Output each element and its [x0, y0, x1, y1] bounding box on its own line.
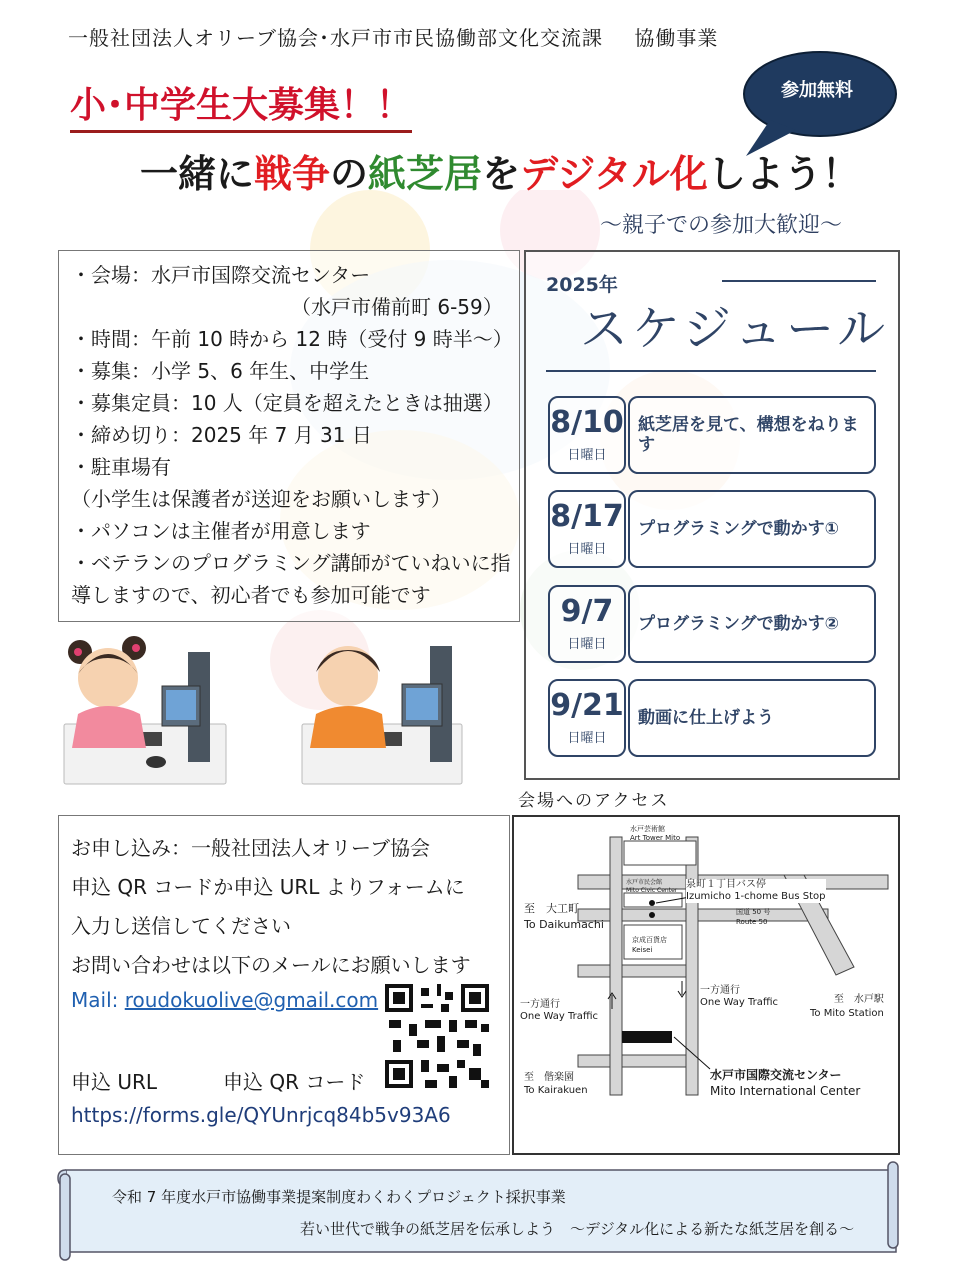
- mail-row: [71, 988, 378, 1012]
- map-oneway-right: 一方通行: [700, 985, 740, 996]
- info-line: ・募集：小学 5、6 年生、中学生: [71, 359, 370, 383]
- access-label: 会場へのアクセス: [518, 791, 670, 811]
- apply-line: お申し込み：一般社団法人オリーブ協会: [71, 836, 430, 860]
- map-oneway-right-en: One Way Traffic: [700, 997, 779, 1008]
- schedule-activity: 紙芝居を見て、構想をねります: [628, 396, 876, 474]
- map-center: 水戸市国際交流センター: [710, 1068, 842, 1082]
- schedule-date-box: [548, 679, 626, 757]
- info-line: ・締め切り：2025 年 7 月 31 日: [71, 423, 372, 447]
- boy-computer-illustration: [298, 628, 468, 790]
- info-line: ・ベテランのプログラミング講師がていねいに指: [71, 551, 511, 575]
- map-art-tower-en: Art Tower Mito: [630, 834, 681, 842]
- map-label: [524, 901, 604, 933]
- subtitle-part: 戦争: [254, 152, 331, 196]
- map-label: [686, 879, 826, 903]
- schedule-date-box: [548, 396, 626, 474]
- footer-scroll-banner: [56, 1158, 906, 1262]
- map-label: [524, 1071, 588, 1097]
- organizers-text: 一般社団法人オリーブ協会･水戸市市民協働部文化交流課: [68, 26, 603, 50]
- info-line: （水戸市備前町 6-59）: [291, 295, 503, 319]
- schedule-divider: [722, 280, 876, 282]
- info-line: （小学生は保護者が送迎をお願いします）: [71, 487, 451, 511]
- schedule-year: 2025年: [546, 274, 618, 296]
- subtitle-part: の: [330, 152, 369, 196]
- map-route: 国道 50 号: [736, 908, 771, 916]
- speech-bubble: [730, 48, 898, 160]
- organizer-header: [68, 22, 718, 51]
- schedule-activity: プログラミングで動かす②: [628, 585, 876, 663]
- girl-computer-illustration: [58, 628, 234, 790]
- schedule-date-box: [548, 490, 626, 568]
- access-map: [512, 815, 900, 1155]
- footer-line: 若い世代で戦争の紙芝居を伝承しよう ～デジタル化による新たな紙芝居を創る～: [300, 1220, 855, 1238]
- application-url[interactable]: https://forms.gle/QYUnrjcq84b5v93A6: [71, 1103, 451, 1127]
- map-keisei-en: Keisei: [632, 946, 653, 954]
- map-route-en: Route 50: [736, 918, 768, 926]
- schedule-date: 9/7: [560, 594, 614, 629]
- schedule-divider: [546, 370, 876, 372]
- map-label: [710, 1067, 860, 1099]
- map-daikumachi: 至 大工町: [524, 902, 579, 915]
- map-label: [520, 999, 598, 1023]
- info-line: ・パソコンは主催者が用意します: [71, 519, 371, 543]
- info-line: ・駐車場有: [71, 455, 171, 479]
- map-kairakuen: 至 偕楽園: [524, 1072, 574, 1083]
- schedule-day: 日曜日: [567, 448, 607, 463]
- map-art-tower: 水戸芸術館: [630, 825, 665, 833]
- map-oneway-left: 一方通行: [520, 999, 560, 1010]
- map-label: [736, 907, 770, 927]
- map-kairakuen-en: To Kairakuen: [524, 1085, 588, 1096]
- map-daikumachi-en: To Daikumachi: [524, 918, 604, 931]
- schedule-activity: プログラミングで動かす①: [628, 490, 876, 568]
- map-civic: 水戸市民会館: [626, 879, 663, 886]
- map-label: [810, 993, 884, 1021]
- mail-link[interactable]: roudokuolive@gmail.com: [124, 988, 379, 1012]
- schedule-date: 9/21: [550, 688, 624, 723]
- info-line: ・募集定員：10 人（定員を超えたときは抽選）: [71, 391, 503, 415]
- schedule-date: 8/10: [550, 405, 624, 440]
- mail-label: Mail:: [71, 988, 125, 1012]
- subtitle-part: 紙芝居: [368, 152, 483, 196]
- application-box: [58, 815, 510, 1155]
- footer-line: 令和 7 年度水戸市協働事業提案制度わくわくプロジェクト採択事業: [112, 1188, 566, 1206]
- subtitle-part: デジタル化: [520, 152, 708, 196]
- map-mito-station: 至 水戸駅: [833, 994, 884, 1005]
- info-line: ・会場：水戸市国際交流センター: [71, 263, 371, 287]
- map-label: [626, 879, 677, 895]
- free-participation-label: 参加無料: [781, 80, 853, 101]
- headline: 小･中学生大募集！！: [70, 84, 412, 133]
- map-bus-stop-en: Izumicho 1-chome Bus Stop: [686, 891, 826, 902]
- project-type: 協働事業: [634, 26, 719, 50]
- apply-line: 入力し送信してください: [71, 914, 291, 938]
- map-label: [700, 985, 778, 1009]
- map-keisei: 京成百貨店: [632, 936, 667, 944]
- map-civic-en: Mito Civic Center: [626, 887, 678, 894]
- schedule-day: 日曜日: [567, 637, 607, 652]
- welcome-text: ～親子での参加大歓迎～: [600, 213, 843, 238]
- event-info-box: [58, 250, 520, 622]
- schedule-day: 日曜日: [567, 731, 607, 746]
- qr-label: 申込 QR コード: [223, 1070, 366, 1094]
- apply-line: お問い合わせは以下のメールにお願いします: [71, 953, 471, 977]
- info-line: ・時間：午前 10 時から 12 時（受付 9 時半～）: [71, 327, 513, 351]
- map-label: [630, 825, 680, 843]
- schedule-activity: 動画に仕上げよう: [628, 679, 876, 757]
- map-bus-stop: 泉町１丁目バス停: [686, 879, 766, 890]
- schedule-title: スケジュール: [580, 301, 890, 357]
- map-label: [632, 935, 667, 955]
- map-mito-station-en: To Mito Station: [810, 1008, 884, 1019]
- map-oneway-left-en: One Way Traffic: [520, 1011, 599, 1022]
- subtitle-part: 一緒に: [140, 152, 255, 196]
- url-label: 申込 URL: [71, 1070, 158, 1094]
- subtitle-part: を: [482, 152, 521, 196]
- schedule-date: 8/17: [550, 499, 624, 534]
- apply-line: 申込 QR コードか申込 URL よりフォームに: [71, 875, 465, 899]
- subtitle-part: しよう！: [707, 152, 860, 196]
- schedule-date-box: [548, 585, 626, 663]
- qr-code-image[interactable]: [385, 984, 489, 1088]
- map-center-en: Mito International Center: [710, 1084, 861, 1098]
- info-line: 導しますので、初心者でも参加可能です: [71, 583, 431, 607]
- schedule-day: 日曜日: [567, 542, 607, 557]
